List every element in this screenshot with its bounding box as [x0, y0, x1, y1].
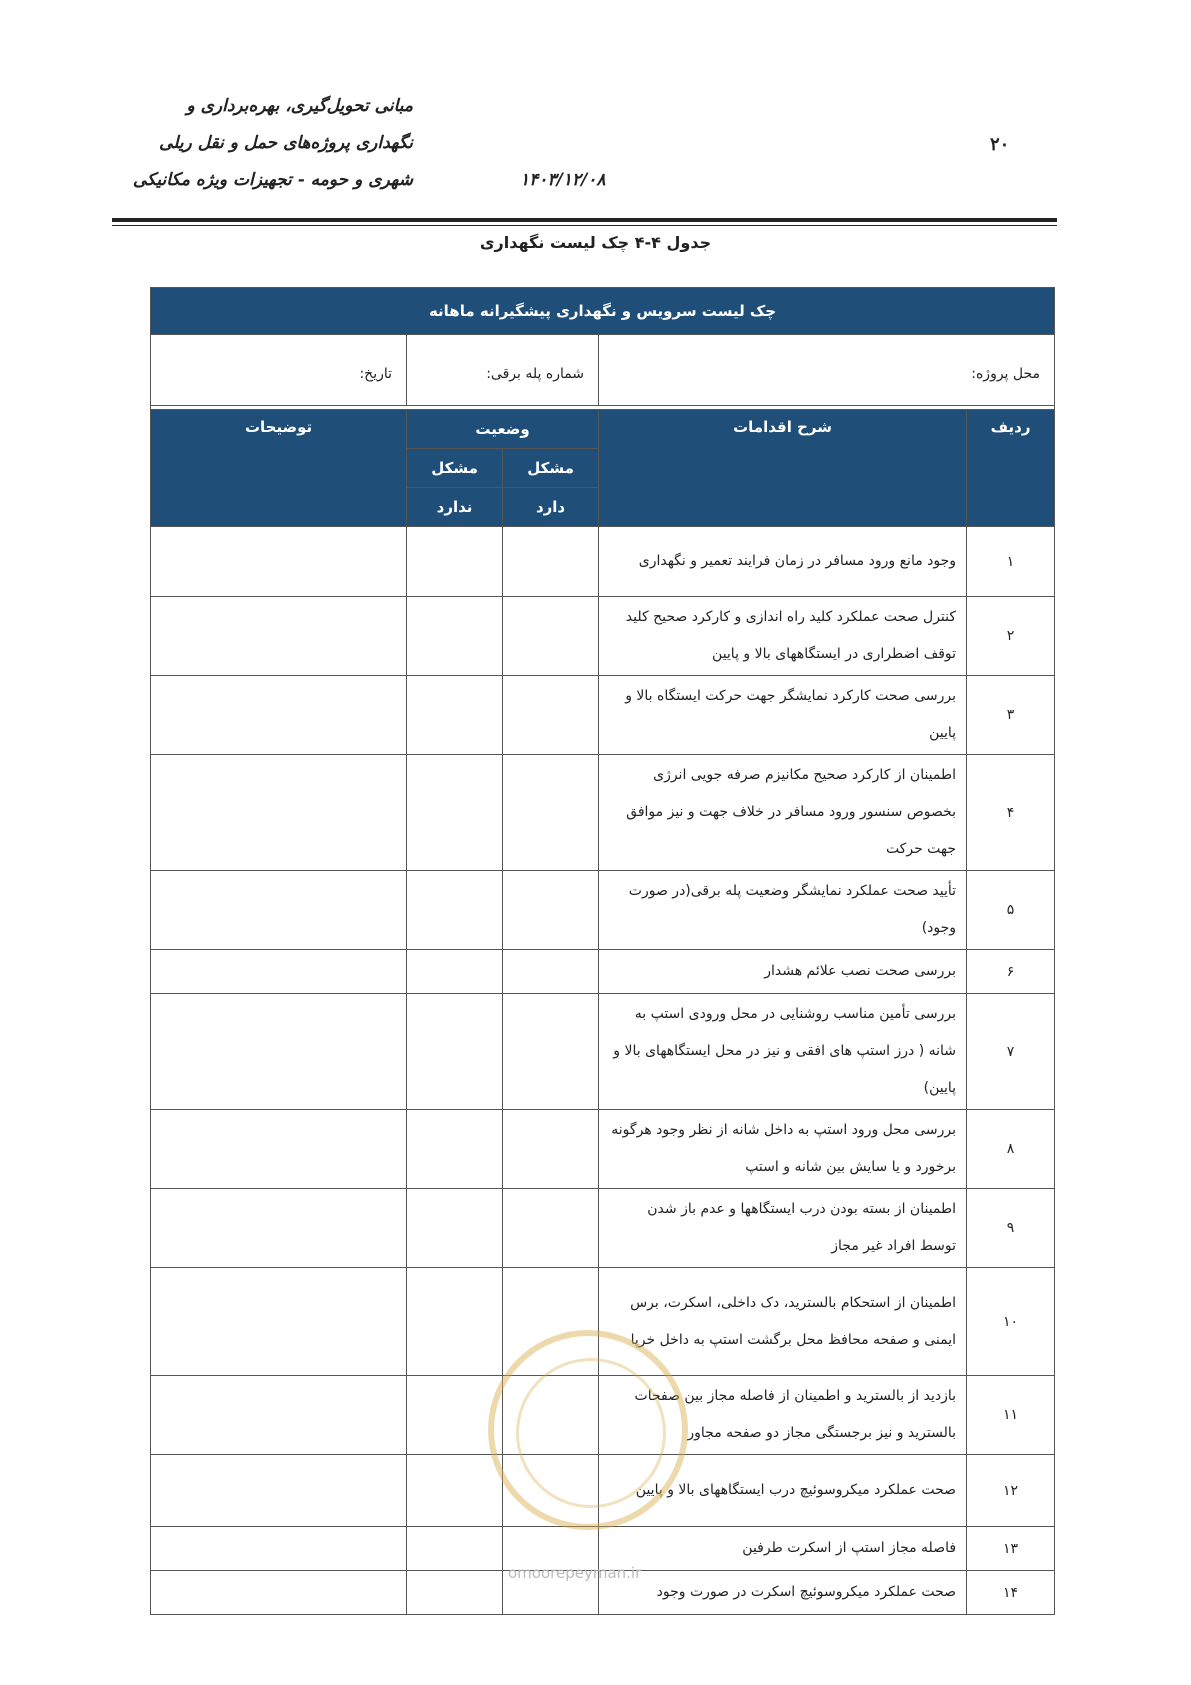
header-date: ۱۴۰۳/۱۲/۰۸ [520, 170, 606, 190]
row-description: بررسی صحت کارکرد نمایشگر جهت حرکت ایستگاه بالا و پایین [599, 676, 967, 755]
col-header-no-problem-1: مشکل [407, 449, 503, 488]
row-description: صحت عملکرد میکروسوئیچ درب ایستگاههای بالا و پایین [599, 1455, 967, 1527]
row-has-problem-cell[interactable] [503, 1110, 599, 1189]
row-notes-cell[interactable] [151, 950, 407, 994]
row-description: اطمینان از استحکام بالسترید، دک داخلی، اسکرت، برس ایمنی و صفحه محافظ محل برگشت استپ به داخل خرپا [599, 1268, 967, 1376]
row-has-problem-cell[interactable] [503, 994, 599, 1110]
row-description: بررسی تأمین مناسب روشنایی در محل ورودی استپ به شانه ( درز استپ های افقی و نیز در محل ایستگاههای بالا و پایین) [599, 994, 967, 1110]
row-number: ۵ [967, 871, 1055, 950]
row-no-problem-cell[interactable] [407, 1571, 503, 1615]
row-has-problem-cell[interactable] [503, 871, 599, 950]
row-number: ۷ [967, 994, 1055, 1110]
date-label: تاریخ: [359, 366, 393, 382]
row-notes-cell[interactable] [151, 597, 407, 676]
row-notes-cell[interactable] [151, 1376, 407, 1455]
table-row [151, 755, 1055, 871]
row-notes-cell[interactable] [151, 527, 407, 597]
row-description: بازدید از بالسترید و اطمینان از فاصله مجاز بین صفحات بالسترید و نیز برجستگی مجاز دو صفحه مجاور [599, 1376, 967, 1455]
row-has-problem-cell[interactable] [503, 1189, 599, 1268]
table-title: چک لیست سرویس و نگهداری پیشگیرانه ماهانه [151, 288, 1055, 335]
row-no-problem-cell[interactable] [407, 1189, 503, 1268]
row-description: کنترل صحت عملکرد کلید راه اندازی و کارکرد صحیح کلید توقف اضطراری در ایستگاههای بالا و پایین [599, 597, 967, 676]
row-number: ۳ [967, 676, 1055, 755]
row-description: اطمینان از کارکرد صحیح مکانیزم صرفه جویی انرژی بخصوص سنسور ورود مسافر در خلاف جهت و نیز موافق جهت حرکت [599, 755, 967, 871]
col-header-row: ردیف [967, 410, 1055, 527]
row-no-problem-cell[interactable] [407, 871, 503, 950]
row-notes-cell[interactable] [151, 1189, 407, 1268]
row-number: ۹ [967, 1189, 1055, 1268]
row-has-problem-cell[interactable] [503, 950, 599, 994]
row-no-problem-cell[interactable] [407, 950, 503, 994]
row-number: ۱۰ [967, 1268, 1055, 1376]
project-location-cell [599, 335, 1055, 406]
table-caption: جدول ۴-۴ چک لیست نگهداری [479, 233, 712, 252]
table-row [151, 527, 1055, 597]
row-no-problem-cell[interactable] [407, 527, 503, 597]
row-notes-cell[interactable] [151, 994, 407, 1110]
row-has-problem-cell[interactable] [503, 755, 599, 871]
table-row [151, 871, 1055, 950]
date-cell [151, 335, 407, 406]
row-notes-cell[interactable] [151, 1455, 407, 1527]
row-notes-cell[interactable] [151, 1527, 407, 1571]
row-no-problem-cell[interactable] [407, 1527, 503, 1571]
row-description: صحت عملکرد میکروسوئیچ اسکرت در صورت وجود [599, 1571, 967, 1615]
row-no-problem-cell[interactable] [407, 755, 503, 871]
row-notes-cell[interactable] [151, 1571, 407, 1615]
row-number: ۱ [967, 527, 1055, 597]
row-has-problem-cell[interactable] [503, 676, 599, 755]
row-number: ۴ [967, 755, 1055, 871]
row-has-problem-cell[interactable] [503, 527, 599, 597]
header-line-1: مبانی تحویل‌گیری، بهره‌برداری و [186, 96, 413, 116]
escalator-number-label: شماره پله برقی: [486, 366, 585, 382]
row-number: ۸ [967, 1110, 1055, 1189]
stamp-seal-icon [488, 1330, 688, 1530]
row-number: ۱۳ [967, 1527, 1055, 1571]
row-number: ۶ [967, 950, 1055, 994]
header-rule-thick [112, 218, 1057, 222]
row-number: ۱۱ [967, 1376, 1055, 1455]
row-number: ۲ [967, 597, 1055, 676]
table-row [151, 1110, 1055, 1189]
row-description: بررسی محل ورود استپ به داخل شانه از نظر وجود هرگونه برخورد و یا سایش بین شانه و استپ [599, 1110, 967, 1189]
row-description: بررسی صحت نصب علائم هشدار [599, 950, 967, 994]
row-notes-cell[interactable] [151, 1268, 407, 1376]
row-description: اطمینان از بسته بودن درب ایستگاهها و عدم باز شدن توسط افراد غیر مجاز [599, 1189, 967, 1268]
row-no-problem-cell[interactable] [407, 1455, 503, 1527]
row-notes-cell[interactable] [151, 871, 407, 950]
row-notes-cell[interactable] [151, 1110, 407, 1189]
row-no-problem-cell[interactable] [407, 994, 503, 1110]
table-row [151, 1189, 1055, 1268]
col-header-notes: توضیحات [151, 410, 407, 527]
table-row [151, 950, 1055, 994]
table-row [151, 597, 1055, 676]
project-location-label: محل پروژه: [971, 366, 1041, 382]
row-no-problem-cell[interactable] [407, 597, 503, 676]
page-number: ۲۰ [990, 134, 1010, 155]
watermark: omoorepeyman.ir [508, 1564, 642, 1582]
table-row [151, 994, 1055, 1110]
row-description: تأیید صحت عملکرد نمایشگر وضعیت پله برقی(در صورت وجود) [599, 871, 967, 950]
row-description: وجود مانع ورود مسافر در زمان فرایند تعمیر و نگهداری [599, 527, 967, 597]
col-header-status: وضعیت [407, 410, 599, 449]
col-header-has-problem-2: دارد [503, 488, 599, 527]
row-notes-cell[interactable] [151, 755, 407, 871]
row-no-problem-cell[interactable] [407, 676, 503, 755]
header-line-2: نگهداری پروژه‌های حمل و نقل ریلی [159, 133, 413, 153]
table-row [151, 676, 1055, 755]
row-notes-cell[interactable] [151, 676, 407, 755]
row-description: فاصله مجاز استپ از اسکرت طرفین [599, 1527, 967, 1571]
row-number: ۱۲ [967, 1455, 1055, 1527]
row-no-problem-cell[interactable] [407, 1110, 503, 1189]
header-line-3: شهری و حومه - تجهیزات ویژه مکانیکی [132, 170, 413, 190]
row-has-problem-cell[interactable] [503, 597, 599, 676]
col-header-actions: شرح اقدامات [599, 410, 967, 527]
row-no-problem-cell[interactable] [407, 1268, 503, 1376]
header-rule-thin [112, 225, 1057, 226]
escalator-number-cell [407, 335, 599, 406]
col-header-has-problem-1: مشکل [503, 449, 599, 488]
row-number: ۱۴ [967, 1571, 1055, 1615]
col-header-no-problem-2: ندارد [407, 488, 503, 527]
